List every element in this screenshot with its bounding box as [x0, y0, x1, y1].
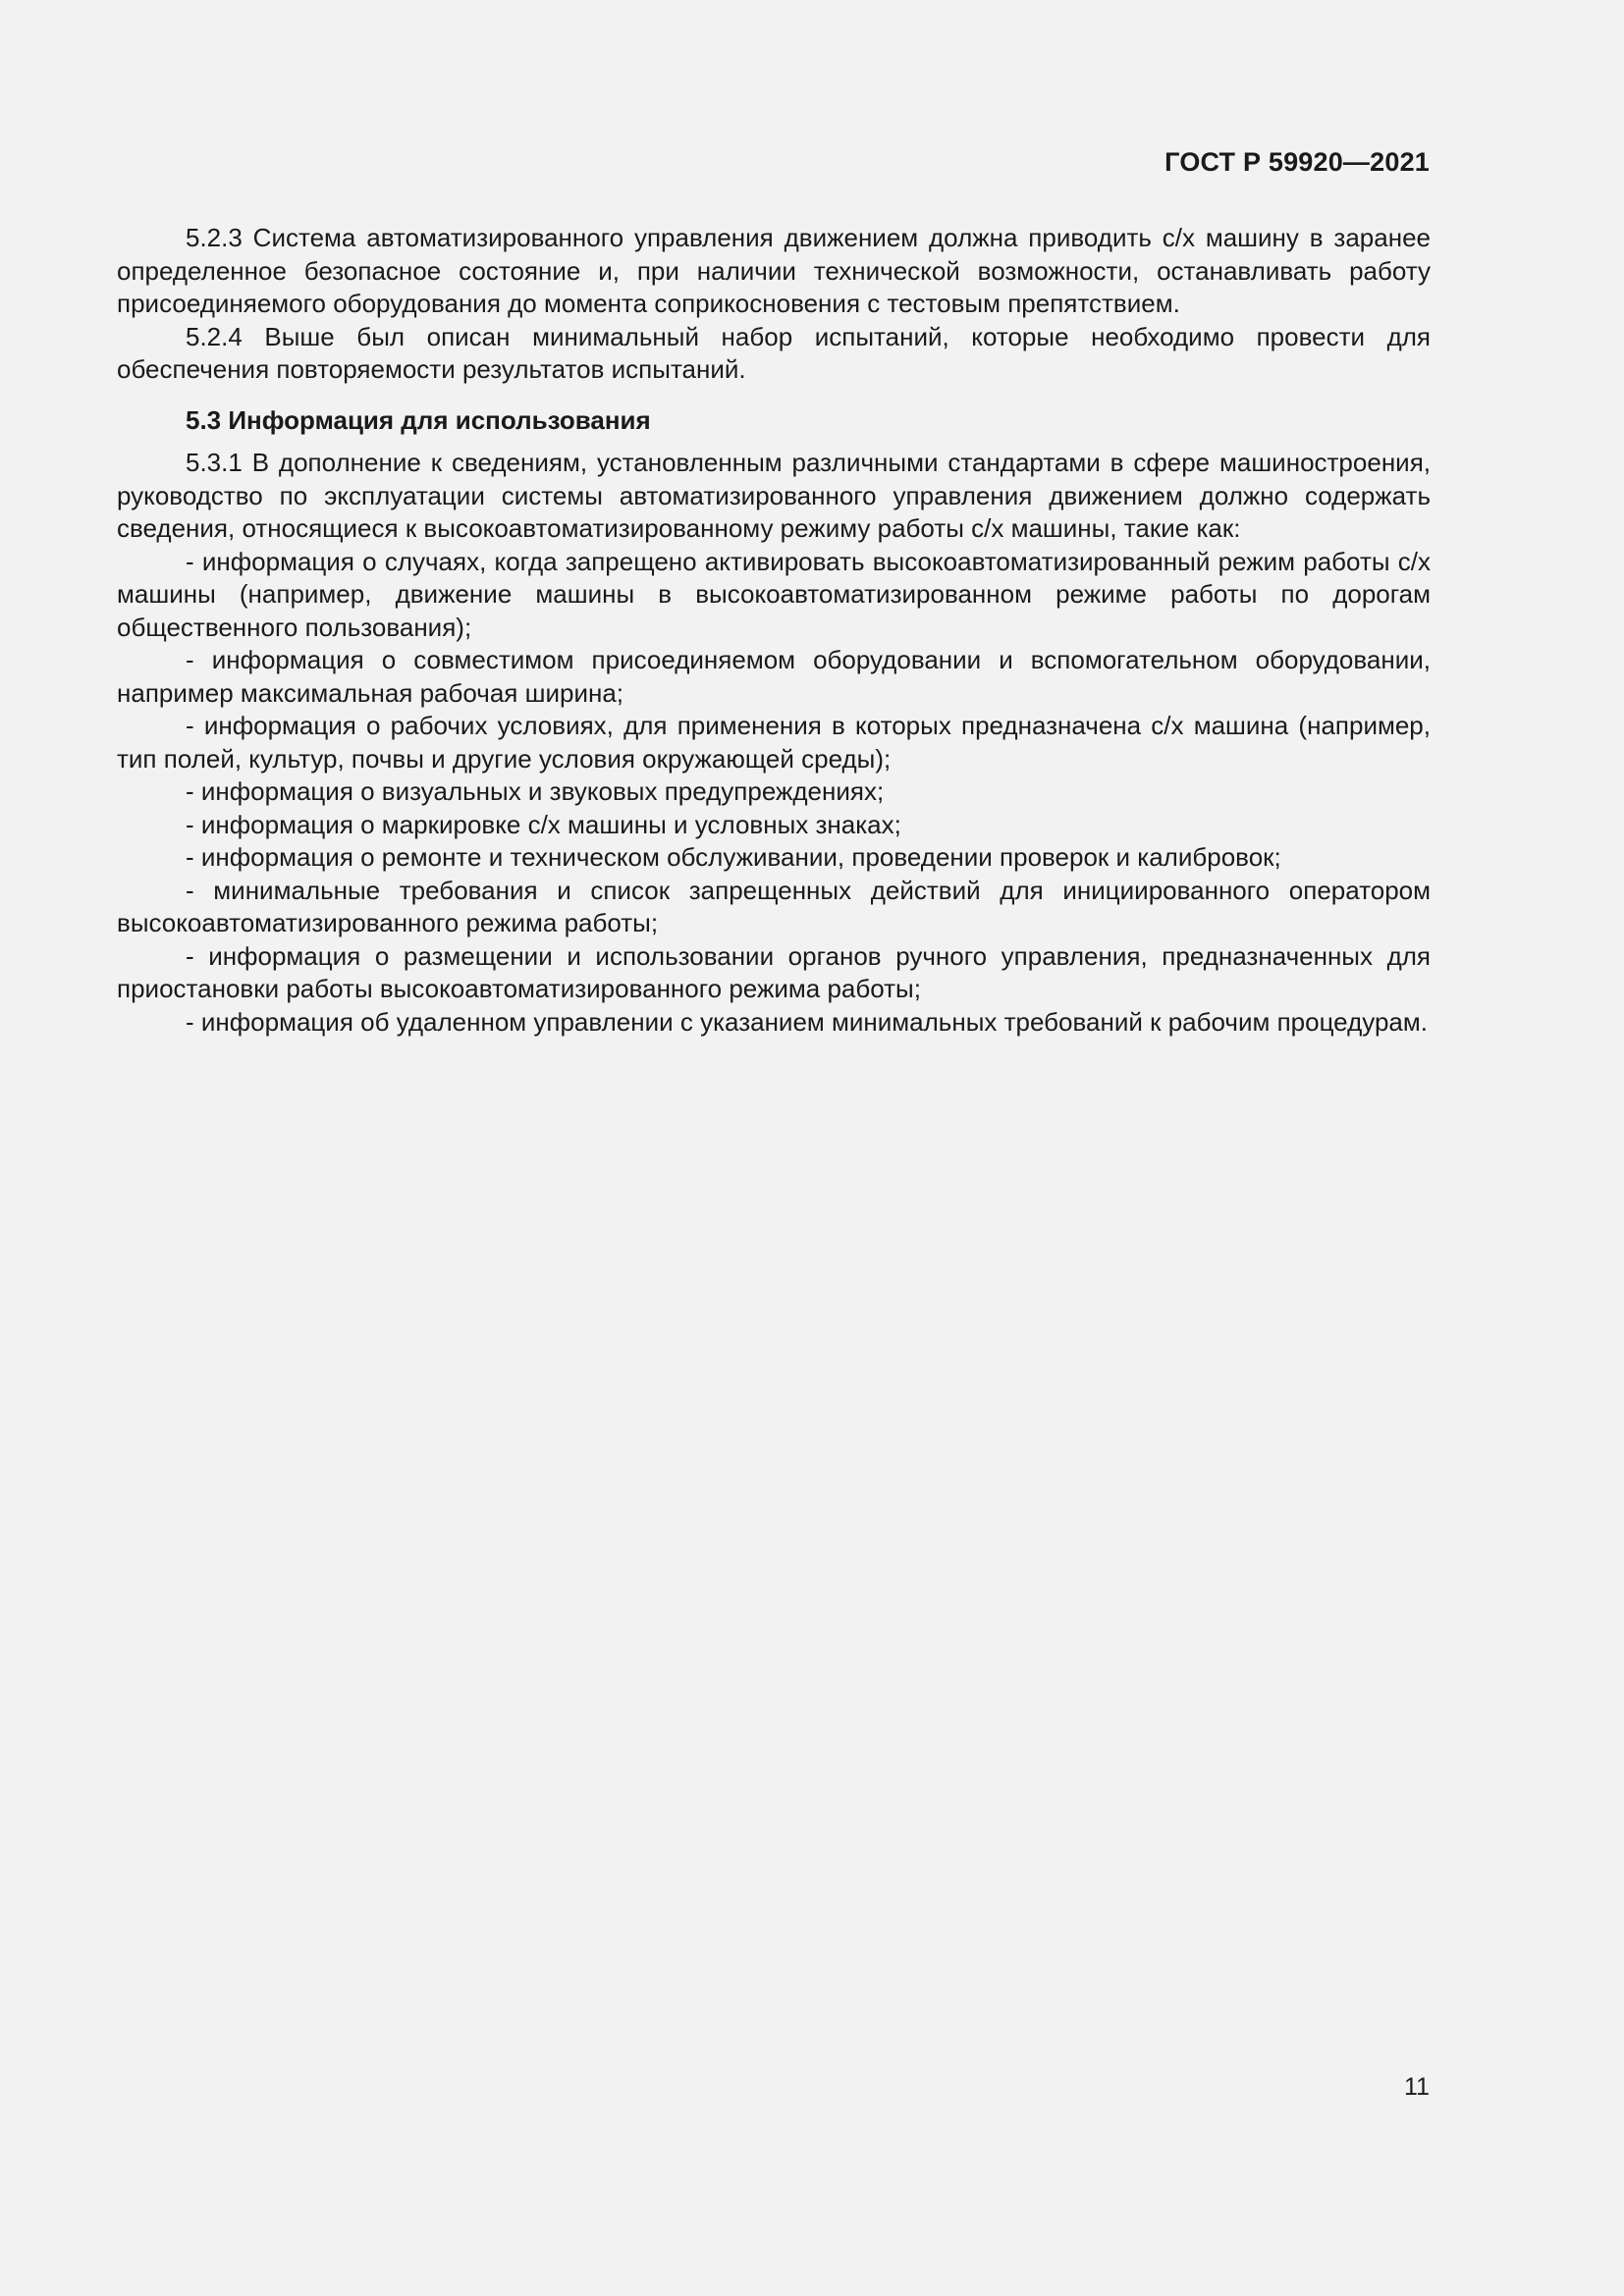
page-number: 11 — [1404, 2073, 1430, 2101]
list-item: - информация о случаях, когда запрещено активировать высокоавтоматизированный режим работы с/х машины (например, движение машины в высокоавтоматизированном режиме работы по дорогам общественного пользования); — [117, 546, 1431, 642]
list-item: - информация о ремонте и техническом обслуживании, проведении проверок и калибровок; — [186, 842, 1281, 872]
paragraph-5-2-4: 5.2.4 Выше был описан минимальный набор испытаний, которые необходимо провести для обеспечения повторяемости результатов испытаний. — [117, 321, 1431, 384]
list-item: - информация о размещении и использовании органов ручного управления, предназначенных для приостановки работы высокоавтоматизированного режима работы; — [117, 940, 1431, 1003]
list-item: - информация о визуальных и звуковых предупреждениях; — [186, 776, 885, 806]
paragraph-5-3-1: 5.3.1 В дополнение к сведениям, установленным различными стандартами в сфере машиностроения, руководство по эксплуатации системы автоматизированного управления движением должно содержать сведения, относящиеся к высокоавтоматизированному режиму работы с/х машины, такие как: — [117, 448, 1431, 543]
list-item: - информация о совместимом присоединяемом оборудовании и вспомогательном оборудовании, например максимальная рабочая ширина; — [117, 645, 1431, 708]
document-body — [117, 222, 1431, 1039]
paragraph-5-2-3: 5.2.3 Система автоматизированного управления движением должна приводить с/х машину в заранее определенное безопасное состояние и, при наличии технической возможности, останавливать работу присоединяемого оборудования до момента соприкосновения с тестовым препятствием. — [117, 223, 1431, 318]
document-code: ГОСТ Р 59920—2021 — [1164, 147, 1430, 177]
list-item: - информация о рабочих условиях, для применения в которых предназначена с/х машина (например, тип полей, культур, почвы и другие условия окружающей среды); — [117, 711, 1431, 774]
list-item: - минимальные требования и список запрещенных действий для инициированного оператором высокоавтоматизированного режима работы; — [117, 875, 1431, 937]
list-item: - информация о маркировке с/х машины и условных знаках; — [186, 809, 901, 839]
list-item: - информация об удаленном управлении с указанием минимальных требований к рабочим процедурам. — [186, 1006, 1428, 1037]
section-heading-5-3: 5.3 Информация для использования — [186, 404, 651, 435]
